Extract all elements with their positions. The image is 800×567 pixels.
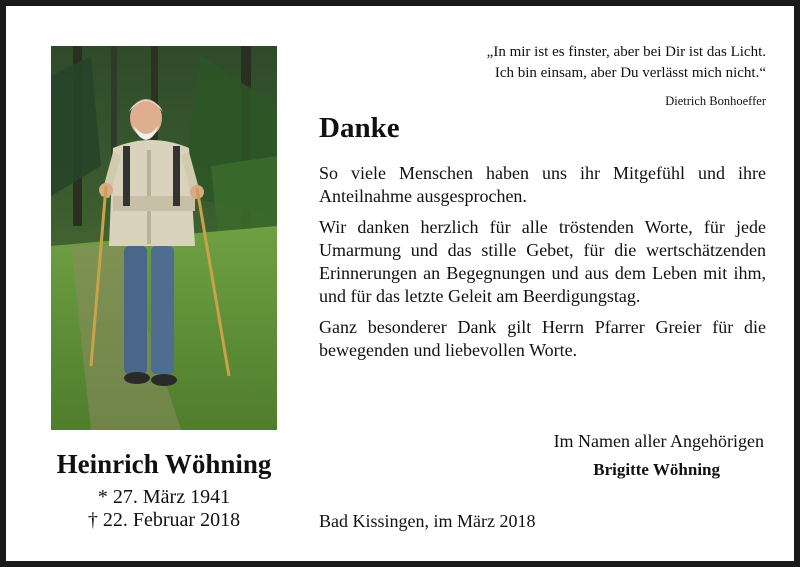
- portrait-photo: [51, 46, 277, 430]
- quote-line-1: „In mir ist es finster, aber bei Dir ist das Licht.: [486, 44, 766, 60]
- quote-line-2: Ich bin einsam, aber Du verlässt mich nicht.“: [494, 65, 766, 81]
- paragraph-3: Ganz besonderer Dank gilt Herrn Pfarrer Greier für die bewegenden und liebevollen Worte.: [319, 317, 766, 360]
- life-dates: [36, 486, 292, 532]
- portrait-photo-icon: [51, 46, 277, 430]
- paragraph-1: So viele Menschen haben uns ihr Mitgefühl und ihre Anteilnahme ausgesprochen.: [319, 163, 766, 206]
- signer-name: Brigitte Wöhning: [593, 460, 720, 479]
- deceased-name: Heinrich Wöhning: [56, 449, 272, 479]
- quote-author: Dietrich Bonhoeffer: [665, 94, 766, 108]
- death-date: † 22. Februar 2018: [87, 509, 241, 531]
- birth-date: * 27. März 1941: [97, 486, 231, 508]
- bonhoeffer-quote: [306, 42, 766, 84]
- thank-you-text: [319, 162, 766, 370]
- place-and-date: Bad Kissingen, im März 2018: [319, 511, 536, 531]
- paragraph-2: Wir danken herzlich für alle tröstenden Worte, für jede Umarmung und das stille Gebet, für die wertschätzenden Erinnerungen an Begegnungen und aus dem Leben mit ihm, und für das letzte Geleit am Beerdigungstag.: [319, 217, 766, 306]
- thank-you-heading: Danke: [319, 112, 400, 144]
- signoff-line: Im Namen aller Angehörigen: [553, 431, 764, 451]
